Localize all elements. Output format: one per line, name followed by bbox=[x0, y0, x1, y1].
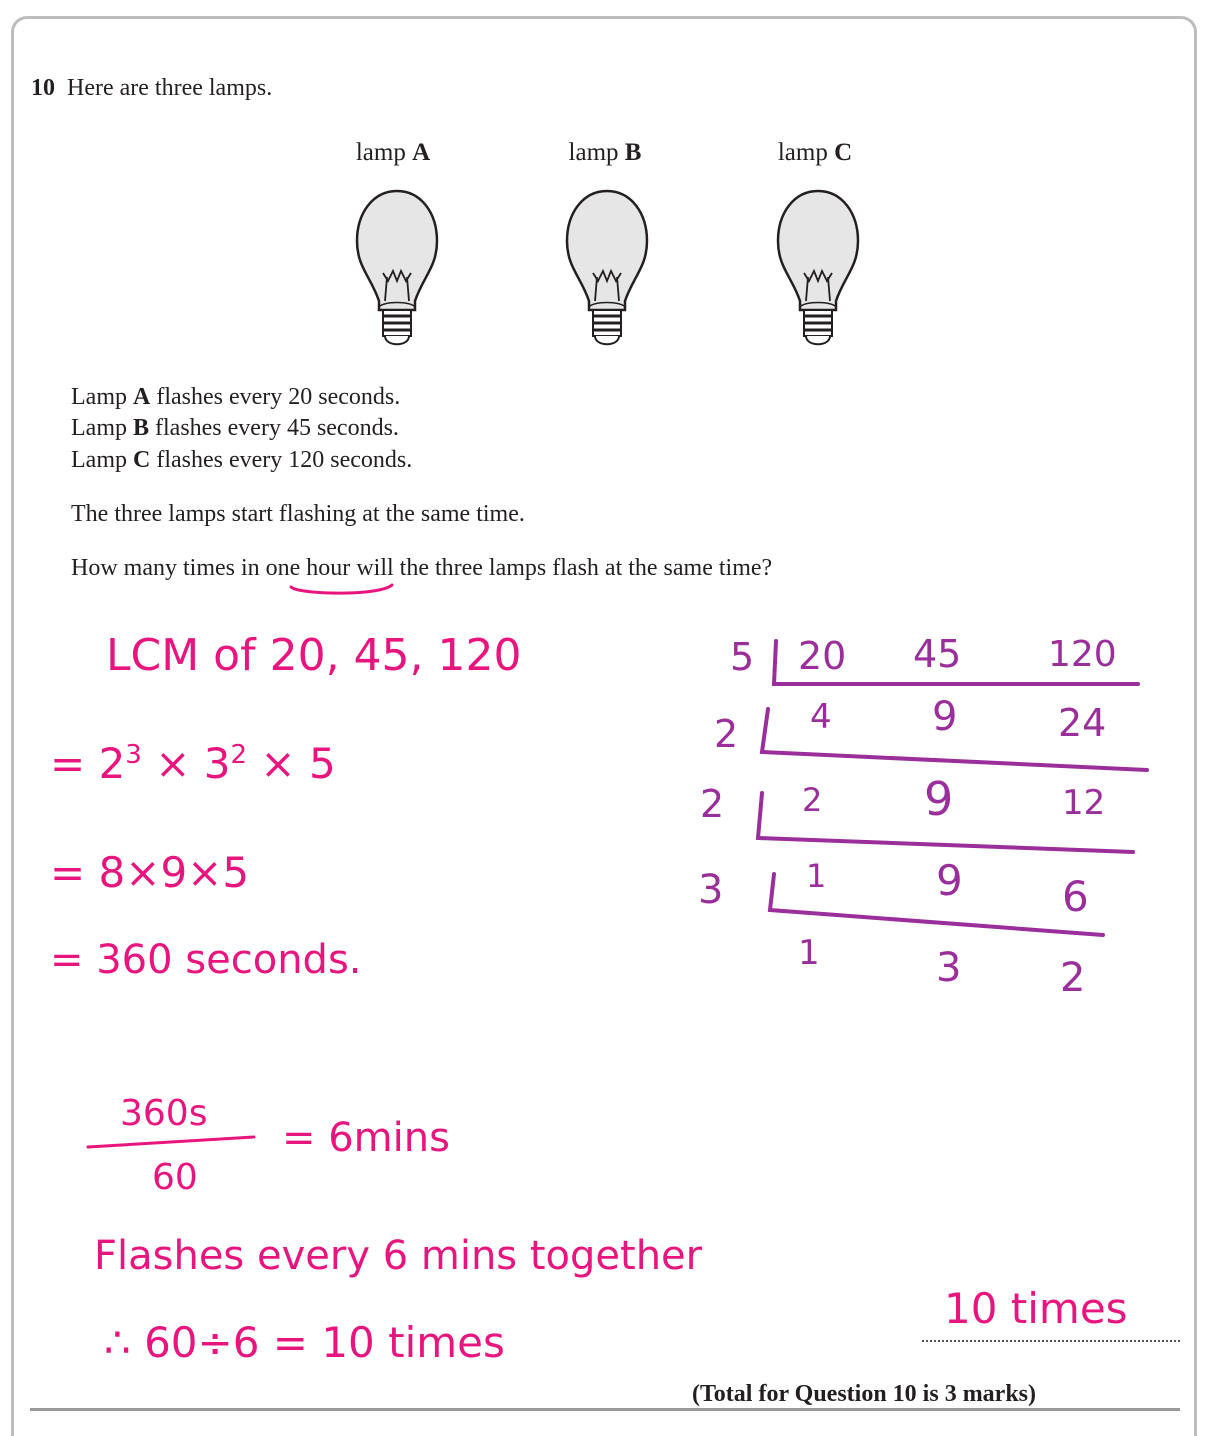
ladder-cell: 9 bbox=[932, 694, 958, 740]
flashes-line: Flashes every 6 mins together bbox=[94, 1233, 703, 1279]
product-step: = 8×9×5 bbox=[50, 848, 250, 897]
ladder-divisor-3: 2 bbox=[700, 782, 725, 826]
ladder-cell: 1 bbox=[806, 857, 827, 895]
ladder-cell: 24 bbox=[1058, 701, 1107, 745]
ladder-cell: 4 bbox=[810, 697, 832, 737]
ladder-cell: 9 bbox=[924, 772, 954, 826]
prime-factorization: = $2^3 \times 3^2 \times 5$ bbox=[50, 739, 336, 788]
ladder-divisor-2: 2 bbox=[714, 712, 739, 756]
question-intro: Here are three lamps. bbox=[67, 75, 273, 101]
total-marks: (Total for Question 10 is 3 marks) bbox=[692, 1381, 1037, 1407]
fraction-numerator: 360s bbox=[120, 1093, 208, 1134]
ladder-cell: 3 bbox=[936, 945, 962, 991]
ladder-cell: 6 bbox=[1062, 872, 1089, 921]
ladder-cell: 2 bbox=[1060, 955, 1086, 1001]
ladder-divisor-4: 3 bbox=[698, 867, 724, 913]
ladder-cell: 2 bbox=[802, 781, 823, 819]
question-number: 10 bbox=[31, 75, 55, 101]
start-text: The three lamps start flashing at the same time. bbox=[71, 501, 525, 527]
seconds-step: = 360 seconds. bbox=[50, 937, 362, 983]
fraction-denominator: 60 bbox=[152, 1157, 198, 1198]
ladder-cell: 1 bbox=[798, 933, 820, 973]
statement-lamp-c: Lamp C flashes every 120 seconds. bbox=[71, 447, 413, 473]
lamp-label-a: lamp A bbox=[355, 139, 431, 166]
ladder-cell: 12 bbox=[1062, 783, 1106, 823]
ladder-cell: 9 bbox=[936, 856, 963, 905]
prompt-emphasis: one hour bbox=[265, 555, 351, 581]
ladder-cell: 120 bbox=[1048, 634, 1117, 675]
bottom-rule bbox=[30, 1408, 1180, 1411]
lcm-title: LCM of 20, 45, 120 bbox=[106, 630, 522, 681]
answer-line bbox=[922, 1340, 1180, 1342]
fraction-result: = 6mins bbox=[282, 1115, 450, 1161]
question-prompt: How many times in one hour will the three lamps flash at the same time? bbox=[71, 555, 773, 581]
therefore-line: ∴ 60÷6 = 10 times bbox=[104, 1318, 505, 1367]
lamp-label-b: lamp B bbox=[568, 139, 642, 166]
lamp-label-c: lamp C bbox=[777, 139, 853, 166]
statement-lamp-a: Lamp A flashes every 20 seconds. bbox=[71, 384, 401, 410]
ladder-divisor-1: 5 bbox=[730, 635, 755, 679]
ladder-cell: 20 bbox=[798, 634, 847, 678]
statement-lamp-b: Lamp B flashes every 45 seconds. bbox=[71, 415, 399, 441]
ladder-cell: 45 bbox=[913, 632, 962, 676]
answer-text: 10 times bbox=[944, 1284, 1128, 1333]
